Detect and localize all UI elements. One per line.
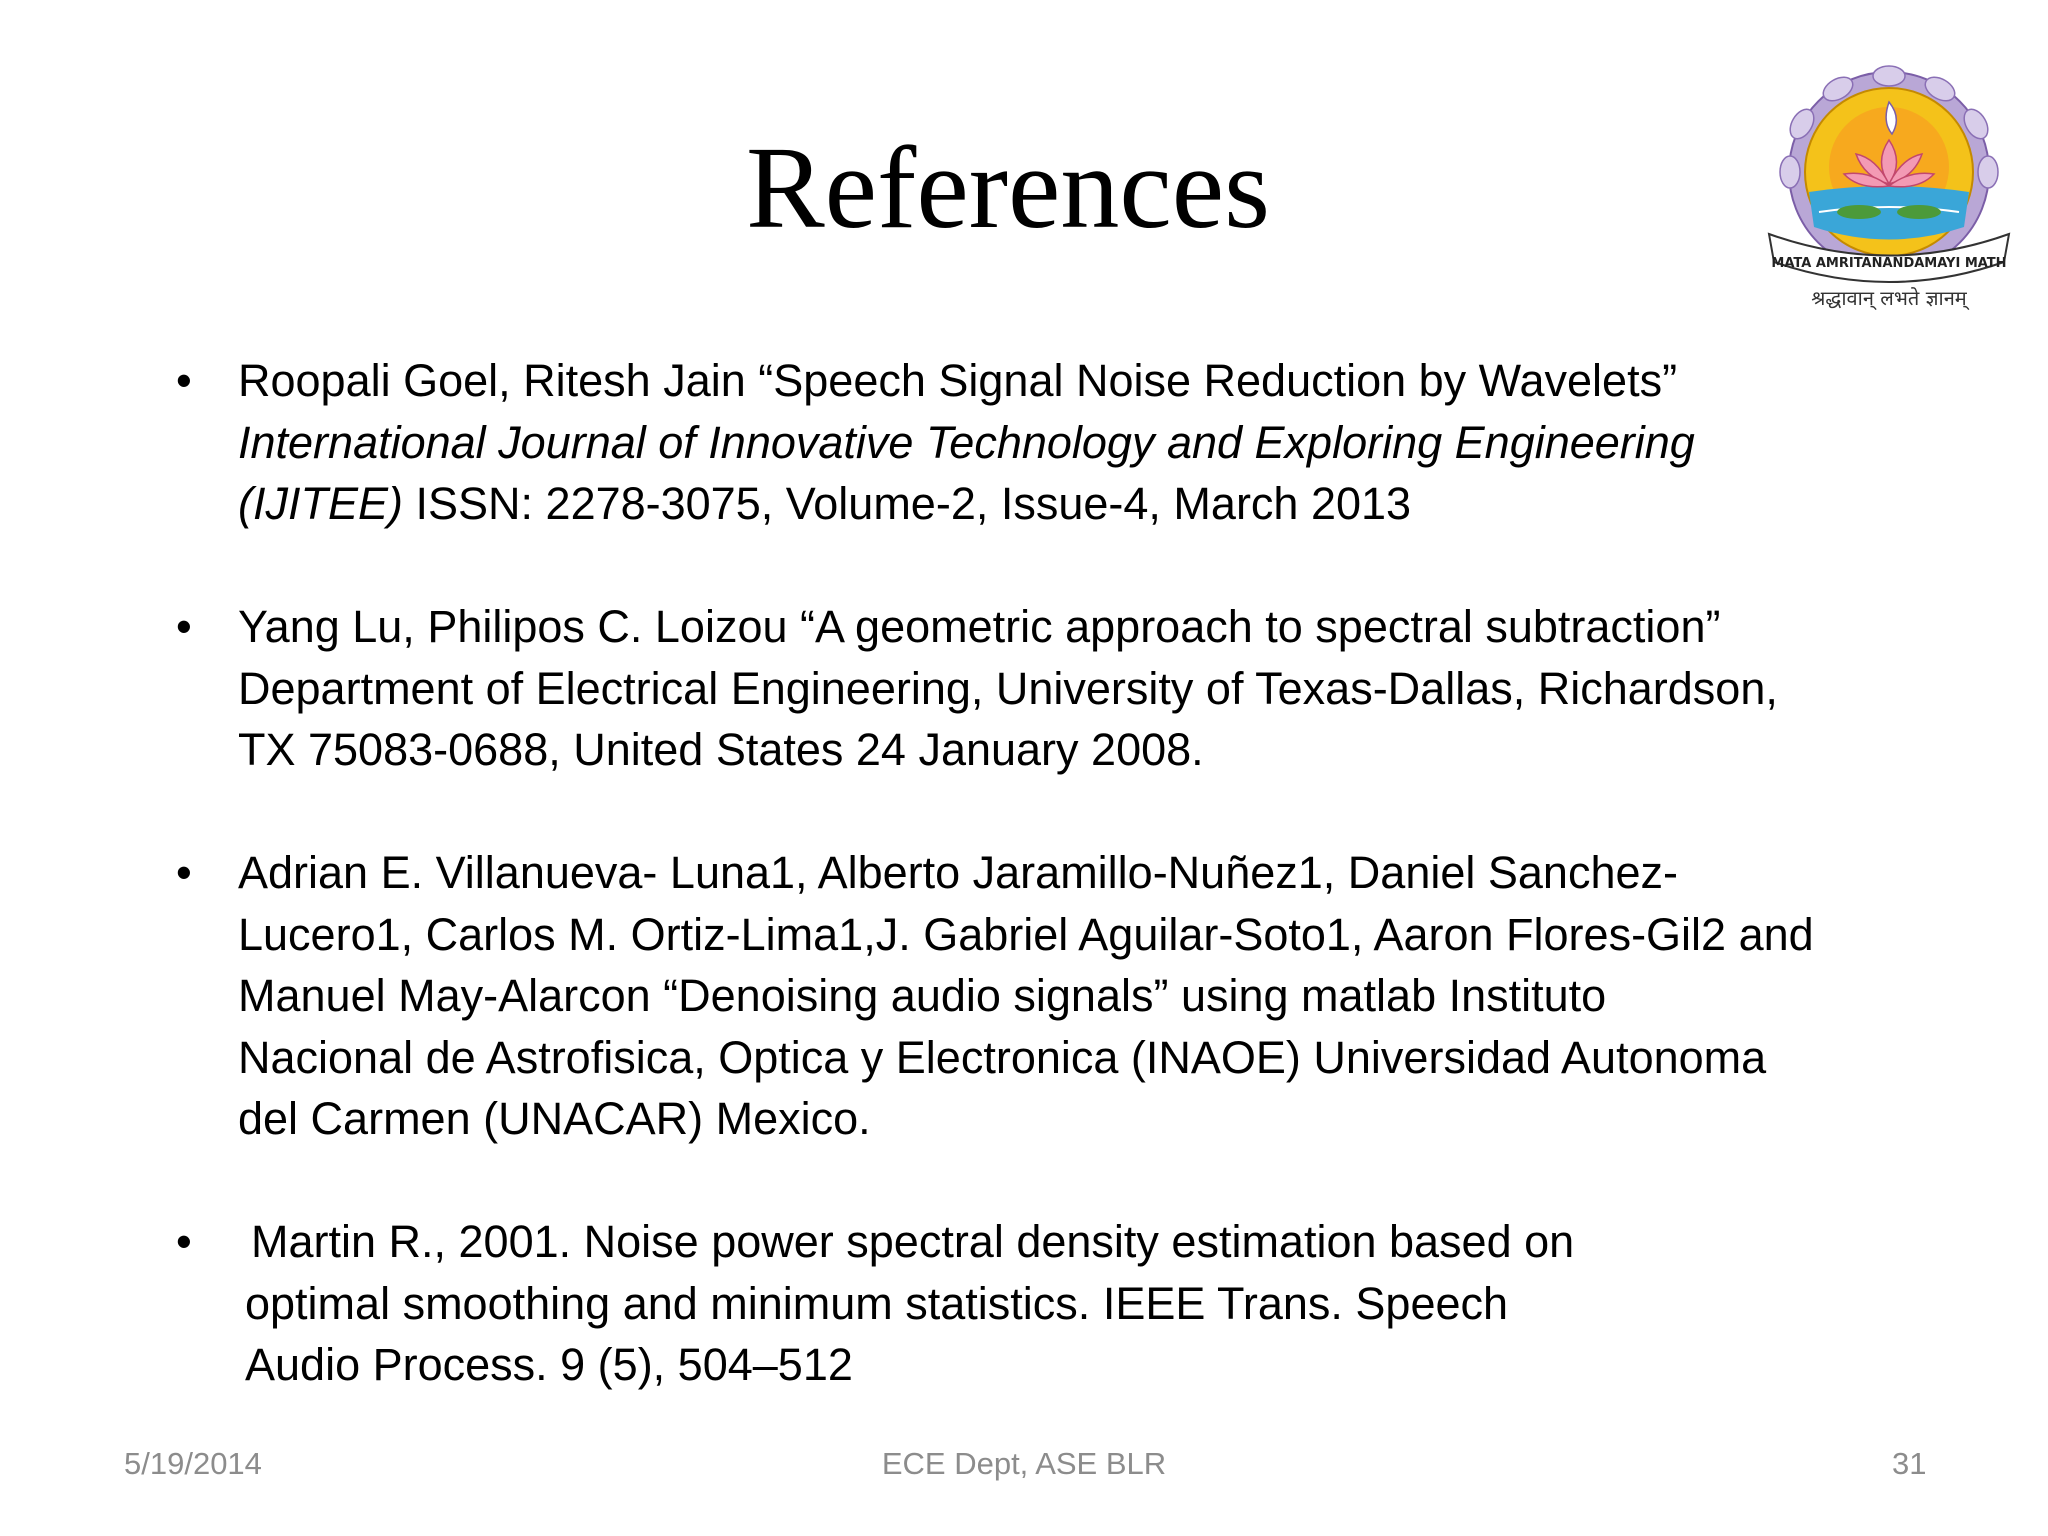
svg-text:MATA AMRITANANDAMAYI MATH: MATA AMRITANANDAMAYI MATH <box>1771 256 2007 271</box>
reference-line: Martin R., 2001. Noise power spectral density estimation based on <box>251 1216 1575 1267</box>
reference-item <box>176 1211 1885 1396</box>
reference-line: TX 75083-0688, United States 24 January 2008. <box>238 724 1204 775</box>
reference-text <box>238 842 1878 1150</box>
reference-text <box>238 350 1878 535</box>
slide-number: 31 <box>1892 1446 1927 1481</box>
reference-line: optimal smoothing and minimum statistics. IEEE Trans. Speech <box>245 1277 1509 1329</box>
footer-date: 5/19/2014 <box>124 1446 262 1481</box>
journal-name: International Journal of Innovative Technology and Exploring Engineering <box>238 416 1695 468</box>
reference-text <box>245 1211 1885 1396</box>
bullet: • <box>176 847 192 898</box>
reference-line: Nacional de Astrofisica, Optica y Electronica (INAOE) Universidad Autonoma <box>238 1031 1767 1083</box>
reference-line: Adrian E. Villanueva- Luna1, Alberto Jaramillo-Nuñez1, Daniel Sanchez- <box>238 847 1678 898</box>
bullet: • <box>176 601 192 652</box>
svg-text:श्रद्धावान् लभते ज्ञानम्: श्रद्धावान् लभते ज्ञानम् <box>1811 286 1967 310</box>
bullet: • <box>176 355 192 406</box>
reference-line: Yang Lu, Philipos C. Loizou “A geometric approach to spectral subtraction” <box>238 601 1721 652</box>
reference-line: Lucero1, Carlos M. Ortiz-Lima1,J. Gabriel Aguilar-Soto1, Aaron Flores-Gil2 and <box>238 908 1814 960</box>
reference-line: Manuel May-Alarcon “Denoising audio signals” using matlab Instituto <box>238 970 1607 1021</box>
bullet: • <box>176 1216 192 1267</box>
reference-line: Roopali Goel, Ritesh Jain “Speech Signal Noise Reduction by Wavelets” <box>238 355 1678 406</box>
footer-department: ECE Dept, ASE BLR <box>881 1446 1167 1481</box>
reference-line: Department of Electrical Engineering, University of Texas-Dallas, Richardson, <box>238 662 1778 714</box>
reference-item <box>176 842 1878 1150</box>
reference-details: ISSN: 2278-3075, Volume-2, Issue-4, March 2013 <box>403 478 1412 529</box>
reference-line: Audio Process. 9 (5), 504–512 <box>245 1339 853 1390</box>
reference-line <box>238 473 1878 535</box>
reference-line <box>238 412 1878 474</box>
reference-item <box>176 596 1878 781</box>
journal-abbrev: (IJITEE) <box>238 478 403 529</box>
reference-line: del Carmen (UNACAR) Mexico. <box>238 1093 871 1144</box>
page-title: References <box>745 122 1271 253</box>
reference-item <box>176 350 1878 535</box>
reference-text <box>238 596 1878 781</box>
